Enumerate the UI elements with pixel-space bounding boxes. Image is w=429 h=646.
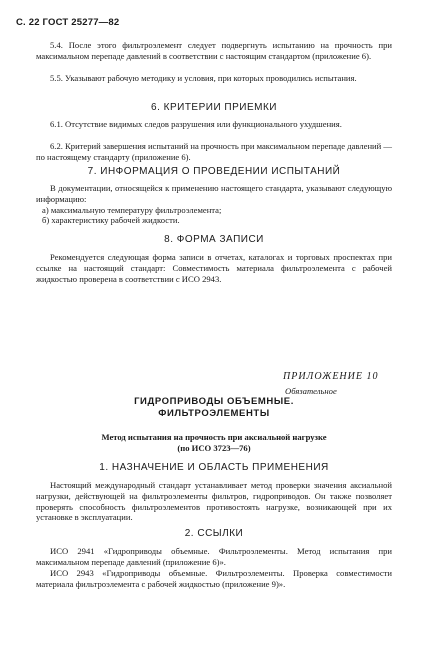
list-item-7b: б) характеристику рабочей жидкости. (42, 215, 180, 226)
clause-1 (36, 480, 392, 523)
clause-5-4 (36, 40, 392, 62)
clause-2b (36, 568, 392, 590)
paragraph-2b: ИСО 2943 «Гидроприводы объемные. Фильтроэлементы. Проверка совместимости материала фильтроэлемента с рабочей жидкостью (приложение 9)». (36, 568, 392, 589)
section-8 (36, 234, 392, 245)
clause-2a (36, 546, 392, 568)
section-7-heading: 7. ИНФОРМАЦИЯ О ПРОВЕДЕНИИ ИСПЫТАНИЙ (87, 166, 341, 177)
method-title: Метод испытания на прочность при аксиальной нагрузке (101, 432, 327, 442)
section-1-heading: 1. НАЗНАЧЕНИЕ И ОБЛАСТЬ ПРИМЕНЕНИЯ (99, 462, 329, 473)
appendix-status: Обязательное (285, 386, 337, 396)
clause-5-5 (36, 73, 392, 84)
paragraph-5-5: 5.5. Указывают рабочую методику и условия, при которых проводились испытания. (50, 73, 357, 83)
paragraph-2a: ИСО 2941 «Гидроприводы объемные. Фильтроэлементы. Метод испытания при максимальном перепаде давлений (приложение 6)». (36, 546, 392, 567)
doc-title-line-1: ГИДРОПРИВОДЫ ОБЪЕМНЫЕ. (134, 396, 294, 407)
paragraph-5-4: 5.4. После этого фильтроэлемент следует подвергнуть испытанию на прочность при максимальном перепаде давлений в соответствии с настоящим стандартом (приложение 6). (36, 40, 392, 61)
section-6 (36, 102, 392, 113)
method-reference: (по ИСО 3723—76) (177, 443, 251, 453)
section-2-heading: 2. ССЫЛКИ (184, 528, 244, 539)
clause-7 (36, 183, 392, 226)
paragraph-6-1: 6.1. Отсутствие видимых следов разрушения или функционального ухудшения. (50, 119, 342, 129)
section-2 (36, 528, 392, 539)
section-7 (36, 166, 392, 177)
page-header: С. 22 ГОСТ 25277—82 (16, 17, 120, 28)
section-1 (36, 462, 392, 473)
clause-6-1 (36, 119, 392, 130)
clause-6-2 (36, 141, 392, 163)
section-8-heading: 8. ФОРМА ЗАПИСИ (164, 234, 264, 245)
section-6-heading: 6. КРИТЕРИИ ПРИЕМКИ (151, 102, 277, 113)
appendix-label: ПРИЛОЖЕНИЕ 10 (283, 371, 379, 382)
paragraph-1: Настоящий международный стандарт устанавливает метод проверки значения аксиальной нагрузки, действующей на фильтроэлементы фильтров, гидроприводов. Он также позволяет проверять способность фильтроэлементов противостоять нагрузке, возникающей при их установке в эксплуатации. (36, 480, 392, 523)
paragraph-7: В документации, относящейся к применению настоящего стандарта, указывают следующую информацию: (36, 183, 392, 204)
doc-title-line-2: ФИЛЬТРОЭЛЕМЕНТЫ (158, 408, 270, 419)
clause-8 (36, 252, 392, 284)
paragraph-8: Рекомендуется следующая форма записи в отчетах, каталогах и торговых проспектах при ссылке на настоящий стандарт: Совместимость материала фильтроэлемента с рабочей жидкостью проверена в соответствии с ИСО 2943. (36, 252, 392, 284)
list-item-7a: а) максимальную температуру фильтроэлемента; (42, 204, 222, 215)
paragraph-6-2: 6.2. Критерий завершения испытаний на прочность при максимальном перепаде давлений — по настоящему стандарту (приложение 6). (36, 141, 392, 162)
